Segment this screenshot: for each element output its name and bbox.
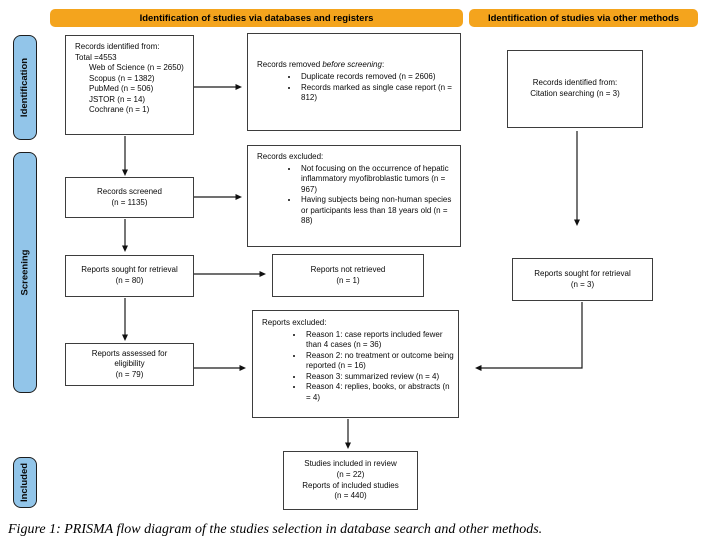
records-screened-count: (n = 1135) [111, 197, 148, 207]
stage-identification-label: Identification [19, 57, 31, 118]
db-jstor: JSTOR (n = 14) [89, 94, 146, 104]
records-identified-line2: Total =4553 [75, 52, 117, 62]
studies-included-line1: Studies included in review [304, 459, 397, 469]
box-citation-records [507, 50, 643, 128]
arrow-othersought-to-reportsexcluded [481, 302, 582, 368]
stage-screening-label: Screening [19, 249, 31, 296]
removed-bullet-duplicates: • Duplicate records removed (n = 2606) [299, 72, 455, 83]
reports-excluded-title: Reports excluded: [262, 318, 327, 327]
records-identified-line1: Records identified from: [75, 42, 160, 51]
box-reports-assessed [65, 343, 194, 386]
reason-4: • Reason 4: replies, books, or abstracts (n = 4) [304, 382, 454, 403]
studies-included-line3: Reports of included studies [302, 480, 399, 490]
stage-included-label: Included [19, 462, 31, 503]
reports-sought-label: Reports sought for retrieval [81, 265, 178, 275]
db-scopus: Scopus (n = 1382) [89, 73, 155, 83]
studies-included-line4: (n = 440) [334, 491, 367, 501]
records-excluded-title: Records excluded: [257, 152, 324, 161]
box-studies-included [283, 451, 418, 510]
box-records-excluded [247, 145, 461, 247]
box-records-screened [65, 177, 194, 218]
citation-records-line2: Citation searching (n = 3) [530, 89, 620, 98]
citation-records-line1: Records identified from: [532, 78, 618, 88]
box-records-identified [65, 35, 194, 135]
reports-sought-other-count: (n = 3) [570, 279, 595, 289]
reason-2: • Reason 2: no treatment or outcome being reported (n = 16) [304, 351, 454, 372]
records-removed-title: Records removed before screening: [257, 60, 385, 70]
db-web-of-science: Web of Science (n = 2650) [89, 63, 184, 73]
reason-1: • Reason 1: case reports included fewer than 4 cases (n = 36) [304, 330, 454, 351]
reports-assessed-count: (n = 79) [115, 369, 144, 379]
reports-not-retrieved-label: Reports not retrieved [310, 264, 386, 274]
db-pubmed: PubMed (n = 506) [89, 84, 154, 94]
reports-sought-other-label: Reports sought for retrieval [534, 268, 631, 278]
excluded-bullet-nonhuman: • Having subjects being non-human species or participants less than 18 years old (n = 88) [299, 195, 455, 227]
db-cochrane: Cochrane (n = 1) [89, 105, 150, 115]
box-reports-sought-other [512, 258, 653, 301]
stage-included [13, 457, 37, 508]
stage-identification [13, 35, 37, 140]
box-reports-excluded [252, 310, 459, 418]
banner-other-methods: Identification of studies via other methods [469, 9, 698, 27]
removed-bullet-single-case: • Records marked as single case report (n = 812) [299, 83, 455, 104]
banner-databases: Identification of studies via databases and registers [50, 9, 463, 27]
reason-3: • Reason 3: summarized review (n = 4) [304, 372, 454, 383]
figure-caption: Figure 1: PRISMA flow diagram of the studies selection in database search and other methods. [8, 522, 543, 537]
box-reports-sought [65, 255, 194, 297]
box-reports-not-retrieved [272, 254, 424, 297]
reports-not-retrieved-count: (n = 1) [336, 275, 360, 285]
reports-sought-count: (n = 80) [115, 276, 144, 285]
records-screened-label: Records screened [97, 186, 162, 196]
reports-assessed-label: Reports assessed for eligibility [91, 348, 168, 369]
studies-included-line2: (n = 22) [336, 469, 365, 479]
excluded-bullet-not-focusing: • Not focusing on the occurrence of hepatic inflammatory myofibroblastic tumors (n = 967) [299, 164, 455, 196]
stage-screening [13, 152, 37, 393]
box-records-removed [247, 33, 461, 131]
